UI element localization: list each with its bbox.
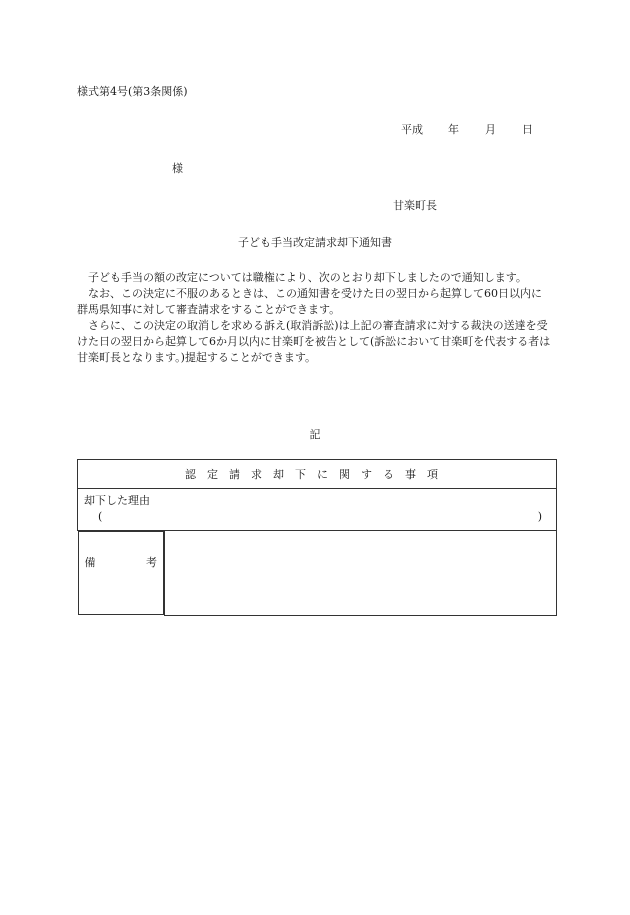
paragraph-3: さらに、この決定の取消しを求める訴え(取消訴訟)は上記の審査請求に対する裁決の送達を受けた日の翌日から起算して6か月以内に甘楽町を被告として(訴訟において甘楽町を代表する者は甘楽町長となります。)提起することができます。 (77, 319, 551, 364)
date-year: 年 (448, 123, 459, 136)
remarks-row (78, 531, 557, 616)
form-number: 様式第4号(第3条関係) (77, 85, 188, 98)
issuer: 甘楽町長 (393, 199, 437, 212)
body-text (77, 270, 552, 366)
date-day: 日 (522, 123, 533, 136)
date-line (401, 123, 533, 137)
addressee: 様 (172, 162, 183, 175)
paren-open: ( (98, 510, 103, 523)
reason-label: 却下した理由 (84, 494, 150, 507)
document-title: 子ども手当改定請求却下通知書 (238, 236, 392, 249)
date-era: 平成 (401, 123, 423, 136)
remarks-label (78, 531, 165, 615)
table-header: 認定請求却下に関する事項 (78, 460, 557, 489)
paragraph-1: 子ども手当の額の改定については職権により、次のとおり却下しましたので通知します。 (88, 271, 527, 284)
paren-close: ) (537, 510, 542, 523)
table-header-row (78, 460, 557, 489)
date-month: 月 (485, 123, 496, 136)
detail-table (77, 459, 557, 616)
ki-heading: 記 (309, 428, 321, 441)
paragraph-2: なお、この決定に不服のあるときは、この通知書を受けた日の翌日から起算して60日以内に群馬県知事に対して審査請求をすることができます。 (77, 287, 542, 316)
reason-cell (78, 489, 557, 531)
reason-parentheses (84, 510, 550, 523)
remarks-value (165, 531, 557, 616)
remarks-label-a: 備 (84, 556, 96, 569)
remarks-label-b: 考 (146, 556, 157, 569)
reason-row (78, 489, 557, 531)
